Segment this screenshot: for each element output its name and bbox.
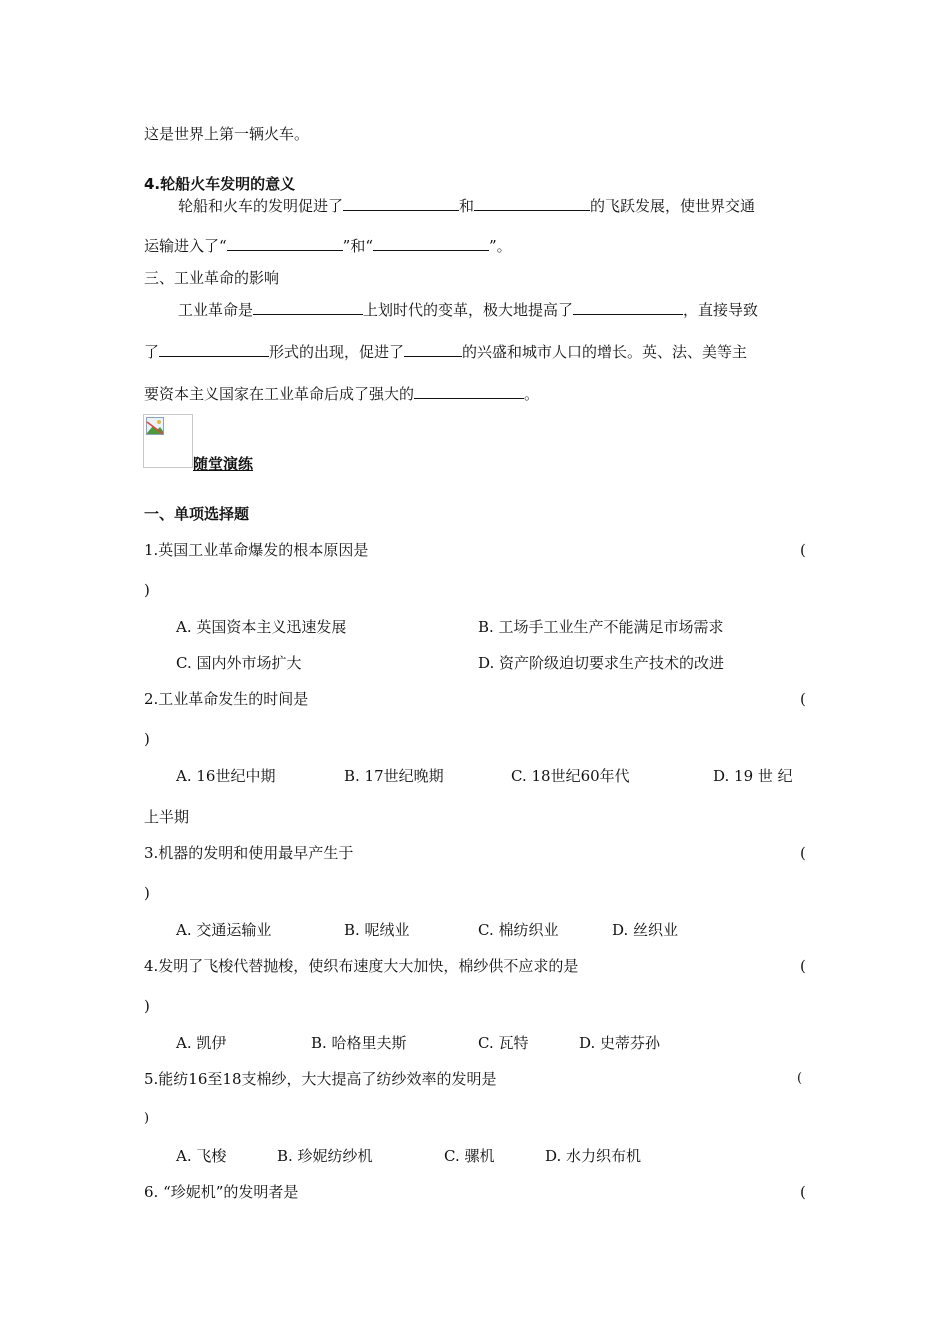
q4-option-b[interactable]: B. 哈格里夫斯 — [311, 1034, 407, 1052]
q3-option-a[interactable]: A. 交通运输业 — [176, 921, 272, 939]
image-placeholder — [143, 414, 193, 468]
question-4: 4.发明了飞梭代替抛梭，使织布速度大大加快，棉纱供不应求的是 — [144, 957, 579, 975]
section-3-title: 三、工业革命的影响 — [144, 269, 280, 287]
answer-paren-close: ) — [144, 581, 150, 599]
section-1-title: 一、单项选择题 — [144, 505, 250, 523]
q2-option-d[interactable]: D. 19 世 纪 — [713, 767, 793, 785]
answer-paren-close: ) — [144, 730, 150, 748]
fill-blank[interactable] — [343, 196, 459, 211]
fill-blank[interactable] — [227, 236, 343, 251]
fill-blank[interactable] — [253, 300, 363, 315]
answer-paren-close: ) — [144, 1111, 150, 1126]
q1-option-a[interactable]: A. 英国资本主义迅速发展 — [176, 618, 347, 636]
q5-option-c[interactable]: C. 骡机 — [444, 1147, 495, 1165]
answer-paren-open: ( — [797, 1071, 803, 1086]
answer-paren-open: ( — [800, 541, 806, 559]
answer-paren-open: ( — [800, 957, 806, 975]
answer-paren-open: ( — [800, 844, 806, 862]
q1-option-d[interactable]: D. 资产阶级迫切要求生产技术的改进 — [478, 654, 725, 672]
question-3: 3.机器的发明和使用最早产生于 — [144, 844, 354, 862]
q3-option-b[interactable]: B. 呢绒业 — [344, 921, 410, 939]
question-5: 5.能纺16至18支棉纱，大大提高了纺纱效率的发明是 — [144, 1070, 497, 1088]
q5-option-a[interactable]: A. 飞梭 — [176, 1147, 227, 1165]
section-3-line-2: 了 形式的出现，促进了 的兴盛和城市人口的增长。英、法、美等主 — [144, 343, 748, 361]
q2-option-b[interactable]: B. 17世纪晚期 — [344, 767, 444, 785]
q1-option-c[interactable]: C. 国内外市场扩大 — [176, 654, 302, 672]
q2-option-d-continued: 上半期 — [144, 808, 190, 826]
question-6: 6. “珍妮机”的发明者是 — [144, 1183, 299, 1201]
section-4-line-2: 运输进入了“ ”和“ ”。 — [144, 237, 512, 255]
fill-blank[interactable] — [159, 342, 269, 357]
fill-blank[interactable] — [373, 236, 489, 251]
section-3-line-1: 工业革命是 上划时代的变革，极大地提高了 ，直接导致 — [178, 301, 759, 319]
section-3-line-3: 要资本主义国家在工业革命后成了强大的 。 — [144, 385, 540, 403]
answer-paren-close: ) — [144, 997, 150, 1015]
q4-option-c[interactable]: C. 瓦特 — [478, 1034, 529, 1052]
section-4-line-1: 轮船和火车的发明促进了 和 的飞跃发展，使世界交通 — [178, 197, 756, 215]
fill-blank[interactable] — [474, 196, 590, 211]
q3-option-d[interactable]: D. 丝织业 — [612, 921, 679, 939]
answer-paren-open: ( — [800, 1183, 806, 1201]
intro-text: 这是世界上第一辆火车。 — [144, 125, 310, 143]
fill-blank[interactable] — [573, 300, 683, 315]
section-4-title: 4.轮船火车发明的意义 — [144, 175, 296, 193]
answer-paren-close: ) — [144, 884, 150, 902]
q3-option-c[interactable]: C. 棉纺织业 — [478, 921, 559, 939]
q5-option-b[interactable]: B. 珍妮纺纱机 — [277, 1147, 373, 1165]
question-1: 1.英国工业革命爆发的根本原因是 — [144, 541, 369, 559]
question-2: 2.工业革命发生的时间是 — [144, 690, 309, 708]
answer-paren-open: ( — [800, 690, 806, 708]
fill-blank[interactable] — [414, 384, 524, 399]
q2-option-c[interactable]: C. 18世纪60年代 — [511, 767, 630, 785]
practice-heading-link[interactable]: 随堂演练 — [193, 455, 254, 473]
fill-blank[interactable] — [404, 342, 462, 357]
broken-image-icon — [146, 417, 164, 435]
q2-option-a[interactable]: A. 16世纪中期 — [176, 767, 276, 785]
q1-option-b[interactable]: B. 工场手工业生产不能满足市场需求 — [478, 618, 724, 636]
q4-option-d[interactable]: D. 史蒂芬孙 — [579, 1034, 661, 1052]
q5-option-d[interactable]: D. 水力织布机 — [545, 1147, 642, 1165]
q4-option-a[interactable]: A. 凯伊 — [176, 1034, 227, 1052]
